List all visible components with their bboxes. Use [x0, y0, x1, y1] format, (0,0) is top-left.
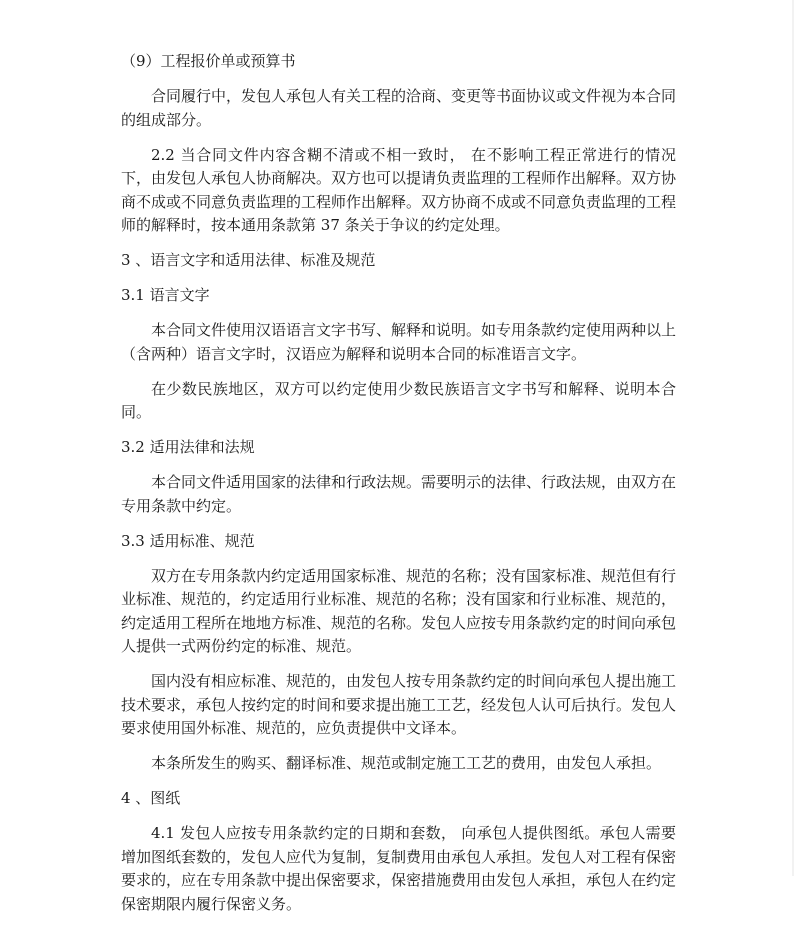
contract-docs-paragraph: 合同履行中，发包人承包人有关工程的洽商、变更等书面协议或文件视为本合同的组成部分。 — [121, 87, 677, 129]
standards-paragraph: 双方在专用条款内约定适用国家标准、规范的名称；没有国家标准、规范但有行业标准、规范的，约定适用行业标准、规范的名称；没有国家和行业标准、规范的，约定适用工程所在地地方标准、规范的名称。发包人应按专用条款约定的时间向承包人提供一式两份约定的标准、规范。 — [121, 566, 677, 655]
clause-3-1-heading: 3.1 语言文字 — [121, 286, 210, 304]
minority-language-paragraph: 在少数民族地区，双方可以约定使用少数民族语言文字书写和解释、说明本合同。 — [121, 379, 676, 421]
language-paragraph: 本合同文件使用汉语语言文字书写、解释和说明。如专用条款约定使用两种以上（含两种）语言文字时，汉语应为解释和说明本合同的标准语言文字。 — [121, 321, 677, 363]
applicable-law-paragraph: 本合同文件适用国家的法律和行政法规。需要明示的法律、行政法规，由双方在专用条款中约定。 — [121, 473, 677, 515]
item-9-heading: （9）工程报价单或预算书 — [121, 52, 296, 70]
clause-2-2-paragraph: 2.2 当合同文件内容含糊不清或不相一致时， 在不影响工程正常进行的情况下，由发包人承包人协商解决。双方也可以提请负责监理的工程师作出解释。双方协商不成或不同意负责监理的工程师作出解释。双方协商不成或不同意负责监理的工程师的解释时，按本通用条款第 37 条关于争议的约定处理。 — [121, 145, 677, 234]
clause-3-2-heading: 3.2 适用法律和法规 — [121, 438, 255, 456]
document-body — [121, 50, 676, 928]
clause-4-1-paragraph: 4.1 发包人应按专用条款约定的日期和套数， 向承包人提供图纸。承包人需要增加图纸套数的，发包人应代为复制，复制费用由承包人承担。发包人对工程有保密要求的，应在专用条款中提出保密要求，保密措施费用由发包人承担，承包人在约定保密期限内履行保密义务。 — [121, 824, 677, 913]
no-standards-paragraph: 国内没有相应标准、规范的，由发包人按专用条款约定的时间向承包人提出施工技术要求，承包人按约定的时间和要求提出施工工艺，经发包人认可后执行。发包人要求使用国外标准、规范的，应负责提供中文译本。 — [121, 672, 677, 737]
section-3-heading: 3 、语言文字和适用法律、标准及规范 — [121, 251, 376, 269]
section-4-heading: 4 、图纸 — [121, 789, 181, 807]
clause-3-3-heading: 3.3 适用标准、规范 — [121, 531, 255, 550]
standards-cost-paragraph: 本条所发生的购买、翻译标准、规范或制定施工工艺的费用，由发包人承担。 — [151, 754, 662, 772]
